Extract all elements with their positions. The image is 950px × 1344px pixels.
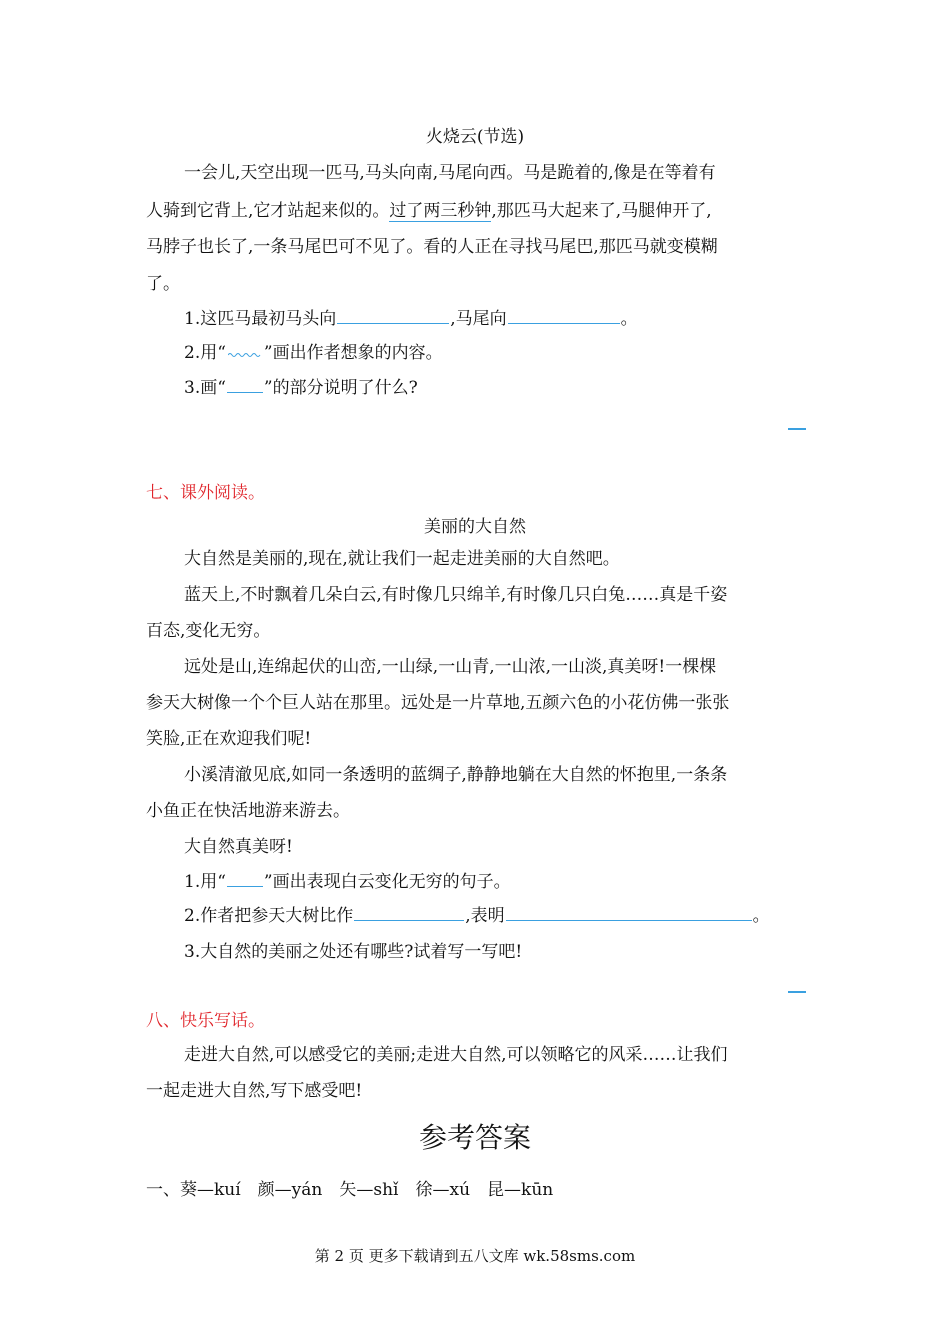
wavy-line-icon [226, 344, 264, 358]
passage-title: 火烧云(节选) [425, 127, 525, 147]
answers-title: 参考答案 [418, 1121, 531, 1154]
answer-line-mark [788, 428, 806, 430]
straight-line-icon [227, 870, 263, 887]
question-text: 。 [752, 906, 770, 926]
answer-blank[interactable] [508, 307, 620, 324]
answer-blank[interactable] [506, 904, 752, 921]
reading-line: 参天大树像一个个巨人站在那里。远处是一片草地,五颜六色的小花仿佛一张张 [146, 693, 730, 713]
question-2 [184, 341, 443, 365]
question-text: 2.作者把参天大树比作 [184, 906, 354, 926]
page-footer: 第 2 页 更多下载请到五八文库 wk.58sms.com [314, 1247, 636, 1265]
answer-blank[interactable] [354, 904, 464, 921]
reading-line: 大自然是美丽的,现在,就让我们一起走进美丽的大自然吧。 [184, 549, 620, 569]
question-text: ”画出表现白云变化无穷的句子。 [263, 872, 511, 892]
question-3: 3.大自然的美丽之处还有哪些?试着写一写吧! [184, 942, 523, 962]
question-3 [184, 376, 418, 400]
underlined-phrase: 过了两三秒钟 [389, 201, 492, 221]
passage-text: ,那匹马大起来了,马腿伸开了, [491, 201, 712, 221]
passage-line: 马脖子也长了,一条马尾巴可不见了。看的人正在寻找马尾巴,那匹马就变模糊 [146, 237, 718, 257]
question-text: ,表明 [465, 906, 505, 926]
answer-line-mark [788, 991, 806, 993]
question-text: ”的部分说明了什么? [263, 378, 418, 398]
question-1 [184, 870, 511, 894]
writing-prompt-line: 一起走进大自然,写下感受吧! [146, 1081, 363, 1101]
answer-blank[interactable] [337, 307, 449, 324]
straight-line-icon [227, 376, 263, 393]
passage-text: 人骑到它背上,它才站起来似的。 [146, 201, 390, 221]
answer-line: 一、葵—kuí 颜—yán 矢—shǐ 徐—xú 昆—kūn [146, 1180, 554, 1200]
reading-line: 远处是山,连绵起伏的山峦,一山绿,一山青,一山浓,一山淡,真美呀!一棵棵 [184, 657, 717, 677]
writing-prompt-line: 走进大自然,可以感受它的美丽;走进大自然,可以领略它的风采……让我们 [184, 1045, 728, 1065]
passage-line [146, 199, 712, 223]
question-text: 3.画“ [184, 378, 226, 398]
reading-line: 小鱼正在快活地游来游去。 [146, 801, 350, 821]
question-text: 2.用“ [184, 343, 226, 363]
passage-line: 一会儿,天空出现一匹马,马头向南,马尾向西。马是跪着的,像是在等着有 [184, 163, 716, 183]
reading-line: 大自然真美呀! [184, 837, 293, 857]
question-text: ,马尾向 [450, 309, 507, 329]
reading-line: 蓝天上,不时飘着几朵白云,有时像几只绵羊,有时像几只白兔……真是千姿 [184, 585, 728, 605]
reading-line: 小溪清澈见底,如同一条透明的蓝绸子,静静地躺在大自然的怀抱里,一条条 [184, 765, 728, 785]
question-text: 。 [620, 309, 638, 329]
question-2 [184, 904, 770, 928]
reading-title: 美丽的大自然 [424, 517, 526, 537]
passage-line: 了。 [146, 274, 180, 294]
reading-line: 百态,变化无穷。 [146, 621, 271, 641]
question-text: 1.用“ [184, 872, 226, 892]
question-text: ”画出作者想象的内容。 [263, 343, 443, 363]
reading-line: 笑脸,正在欢迎我们呢! [146, 729, 312, 749]
question-text: 1.这匹马最初马头向 [184, 309, 337, 329]
section-heading: 八、快乐写话。 [146, 1011, 265, 1031]
question-1 [184, 307, 638, 331]
section-heading: 七、课外阅读。 [146, 483, 265, 503]
